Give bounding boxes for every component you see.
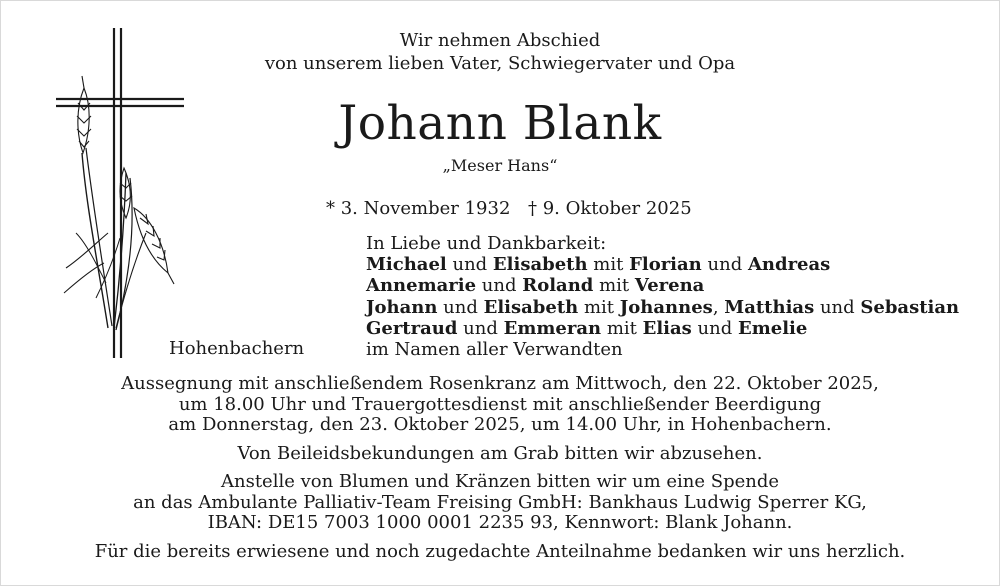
deceased-name: Johann Blank: [338, 96, 662, 151]
condolence-note: Von Beileidsbekundungen am Grab bitten wir abzusehen.: [237, 442, 763, 464]
family-member-name: Florian: [629, 254, 702, 276]
intro-text: [0, 30, 1000, 75]
family-member-name: Emelie: [737, 317, 808, 339]
family-connector: und: [814, 296, 861, 318]
birth-date: * 3. November 1932: [326, 198, 511, 219]
family-member-name: Matthias: [724, 296, 815, 318]
family-connector: ,: [712, 296, 725, 318]
family-connector: und: [476, 275, 523, 297]
deceased-nickname: „Meser Hans“: [442, 156, 558, 175]
family-connector: mit: [587, 254, 630, 276]
intro-line-2: von unserem lieben Vater, Schwiegervater und Opa: [264, 52, 736, 74]
family-connector: und: [437, 296, 484, 318]
family-connector: mit: [578, 296, 620, 318]
service-line-2: um 18.00 Uhr und Trauergottesdienst mit anschließender Beerdigung: [178, 393, 822, 415]
family-line: [366, 318, 959, 339]
family-member-name: Verena: [634, 275, 705, 297]
family-member-name: Gertraud: [366, 317, 458, 339]
family-member-name: Michael: [366, 254, 447, 276]
service-details: [0, 374, 1000, 562]
family-line: [366, 297, 959, 318]
mourners-intro: In Liebe und Dankbarkeit:: [366, 233, 607, 254]
family-line: [366, 275, 959, 296]
family-member-name: Elisabeth: [492, 254, 588, 276]
mourners-closing: im Namen aller Verwandten: [366, 339, 623, 361]
family-member-name: Elisabeth: [483, 296, 579, 318]
family-line: [366, 254, 959, 275]
family-member-name: Andreas: [747, 254, 831, 276]
family-member-name: Elias: [642, 317, 692, 339]
mourners-block: [366, 233, 959, 360]
family-member-name: Annemarie: [366, 275, 477, 297]
family-connector: und: [691, 317, 738, 339]
family-connector: und: [446, 254, 493, 276]
death-date: † 9. Oktober 2025: [528, 198, 692, 219]
intro-line-1: Wir nehmen Abschied: [399, 30, 601, 51]
donation-line-1: Anstelle von Blumen und Kränzen bitten wir um eine Spende: [220, 471, 780, 492]
family-member-name: Sebastian: [860, 296, 960, 318]
family-list: [366, 254, 959, 339]
family-connector: mit: [593, 275, 635, 297]
family-member-name: Emmeran: [503, 317, 602, 339]
service-line-1: Aussegnung mit anschließendem Rosenkranz am Mittwoch, den 22. Oktober 2025,: [121, 373, 879, 394]
donation-line-3: IBAN: DE15 7003 1000 0001 2235 93, Kennwort: Blank Johann.: [207, 512, 793, 533]
thanks-note: Für die bereits erwiesene und noch zugedachte Anteilnahme bedanken wir uns herzlich.: [94, 540, 906, 562]
cross-with-wheat-icon: [56, 28, 188, 358]
donation-line-2: an das Ambulante Palliativ-Team Freising GmbH: Bankhaus Ludwig Sperrer KG,: [133, 491, 867, 513]
service-line-3: am Donnerstag, den 23. Oktober 2025, um 14.00 Uhr, in Hohenbachern.: [168, 414, 832, 435]
family-connector: und: [457, 317, 504, 339]
family-connector: mit: [601, 317, 643, 339]
family-connector: und: [701, 254, 748, 276]
family-member-name: Johann: [366, 296, 438, 318]
family-member-name: Johannes: [619, 296, 713, 318]
place-name: Hohenbachern: [169, 338, 305, 359]
family-member-name: Roland: [522, 275, 594, 297]
